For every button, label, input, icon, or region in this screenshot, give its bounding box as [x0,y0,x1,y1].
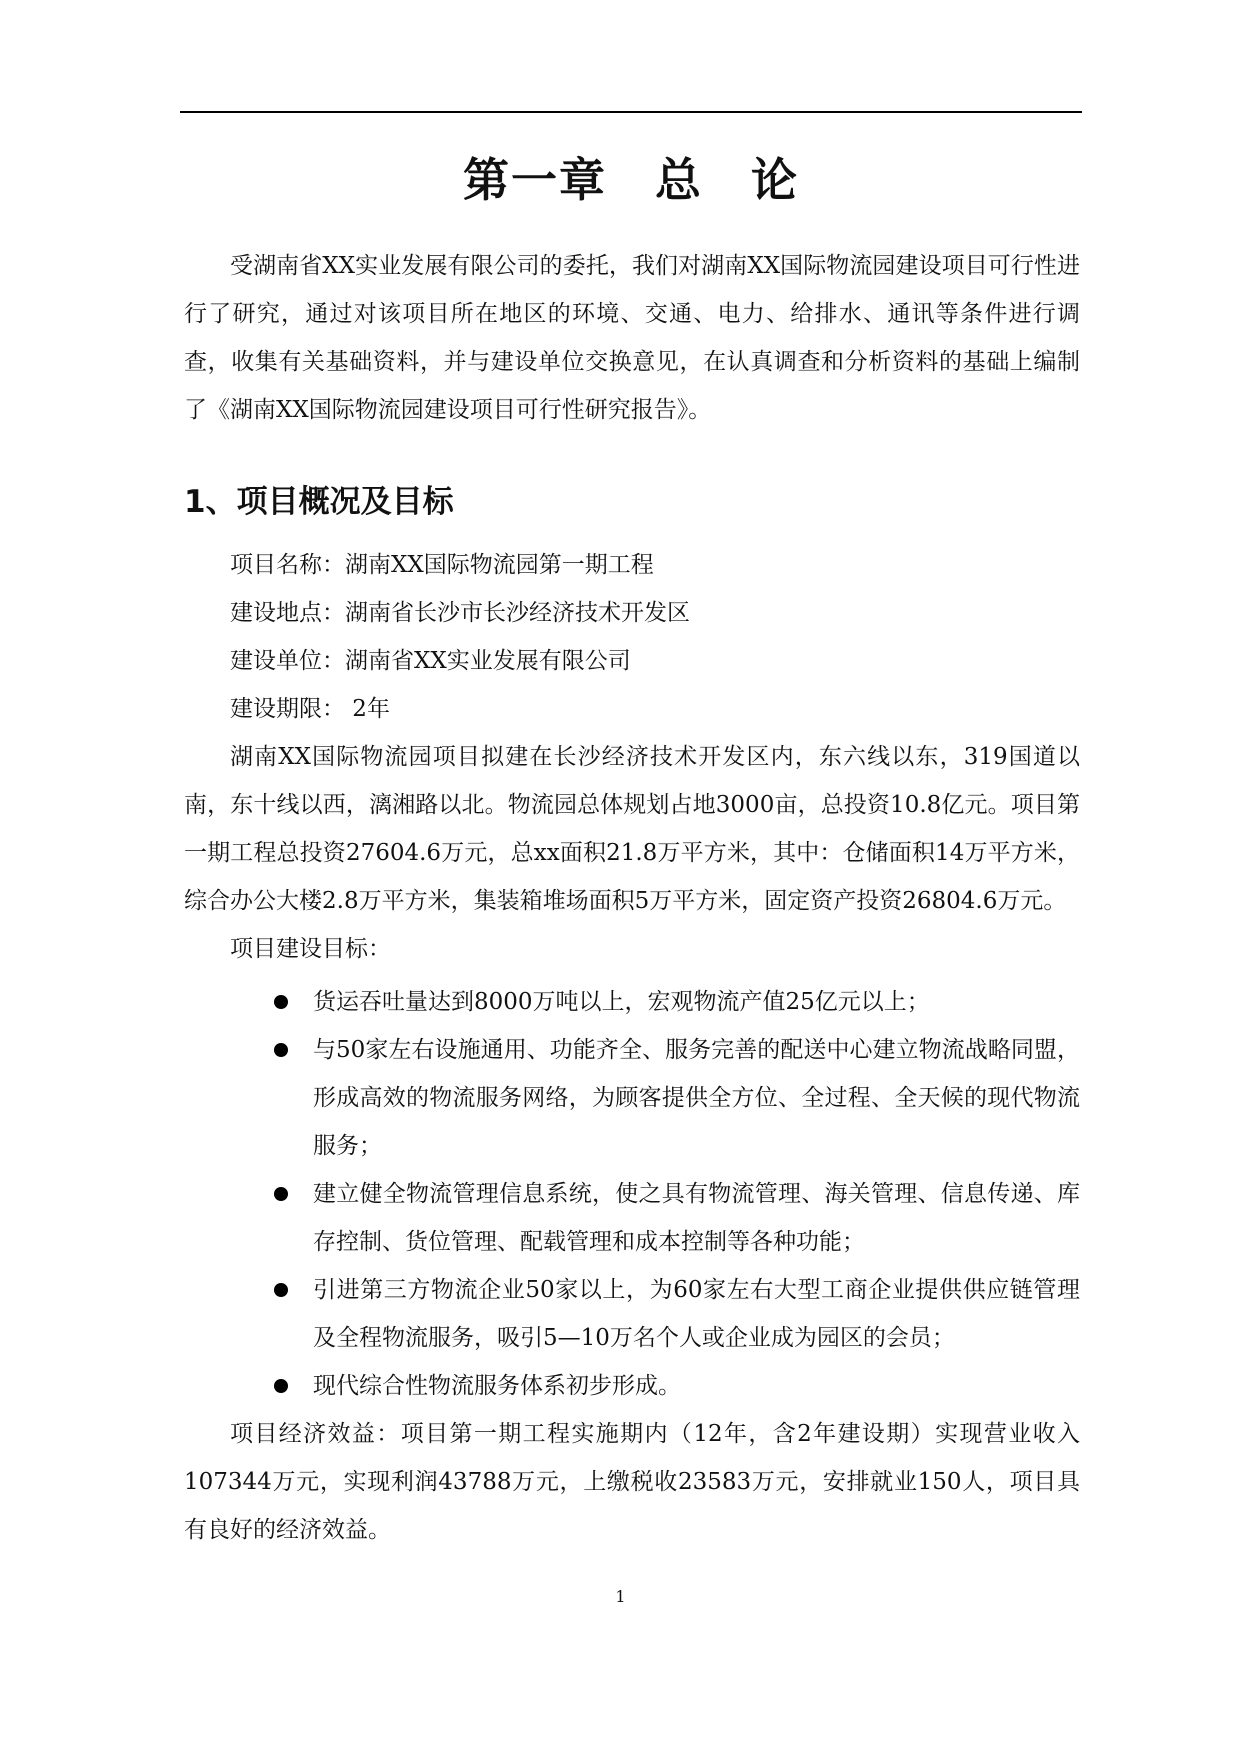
project-description: 湖南XX国际物流园项目拟建在长沙经济技术开发区内，东六线以东，319国道以南，东十线以西，漓湘路以北。物流园总体规划占地3000亩，总投资10.8亿元。项目第一期工程总投资27604.6万元，总xx面积21.8万平方米，其中：仓储面积14万平方米，综合办公大楼2.8万平方米，集装箱堆场面积5万平方米，固定资产投资26804.6万元。 [184,744,1080,914]
list-item [230,978,1080,1026]
list-item [230,1266,1080,1362]
field-value: 湖南省长沙市长沙经济技术开发区 [345,600,690,626]
bullet-icon [274,1379,288,1393]
bullet-icon [274,1283,288,1297]
header-rule [180,111,1082,113]
field-label: 建设地点： [230,600,345,626]
field-builder [230,637,631,685]
goals-list [230,978,1080,1410]
goal-text: 引进第三方物流企业50家以上，为60家左右大型工商企业提供供应链管理及全程物流服务，吸引5—10万名个人或企业成为园区的会员； [313,1277,1080,1351]
field-label: 项目名称： [230,552,345,578]
intro-paragraph: 受湖南省XX实业发展有限公司的委托，我们对湖南XX国际物流园建设项目可行性进行了研究，通过对该项目所在地区的环境、交通、电力、给排水、通讯等条件进行调查，收集有关基础资料，并与建设单位交换意见，在认真调查和分析资料的基础上编制了《湖南XX国际物流园建设项目可行性研究报告》。 [184,253,1080,423]
field-value: 湖南XX国际物流园第一期工程 [345,552,654,578]
list-item [230,1362,1080,1410]
page-number: 1 [615,1587,626,1606]
bullet-icon [274,1187,288,1201]
field-value: 湖南省XX实业发展有限公司 [345,648,631,674]
goal-text: 货运吞吐量达到8000万吨以上，宏观物流产值25亿元以上； [313,989,930,1015]
field-label: 建设单位： [230,648,345,674]
field-project-name [230,541,654,589]
goal-text: 现代综合性物流服务体系初步形成。 [313,1373,681,1399]
goal-text: 建立健全物流管理信息系统，使之具有物流管理、海关管理、信息传递、库存控制、货位管理、配载管理和成本控制等各种功能； [313,1181,1080,1255]
bullet-icon [274,995,288,1009]
list-item [230,1170,1080,1266]
field-value: 2年 [345,696,390,722]
field-duration [230,685,390,733]
chapter-title: 第一章 总 论 [463,153,799,207]
bullet-icon [274,1043,288,1057]
field-label: 建设期限： [230,696,345,722]
economic-benefit-paragraph: 项目经济效益：项目第一期工程实施期内（12年，含2年建设期）实现营业收入107344万元，实现利润43788万元，上缴税收23583万元，安排就业150人，项目具有良好的经济效益。 [184,1421,1080,1543]
list-item [230,1026,1080,1170]
goals-label: 项目建设目标： [230,936,391,962]
goal-text: 与50家左右设施通用、功能齐全、服务完善的配送中心建立物流战略同盟，形成高效的物流服务网络，为顾客提供全方位、全过程、全天候的现代物流服务； [313,1037,1080,1159]
section-heading: 1、项目概况及目标 [184,484,454,520]
field-location [230,589,690,637]
